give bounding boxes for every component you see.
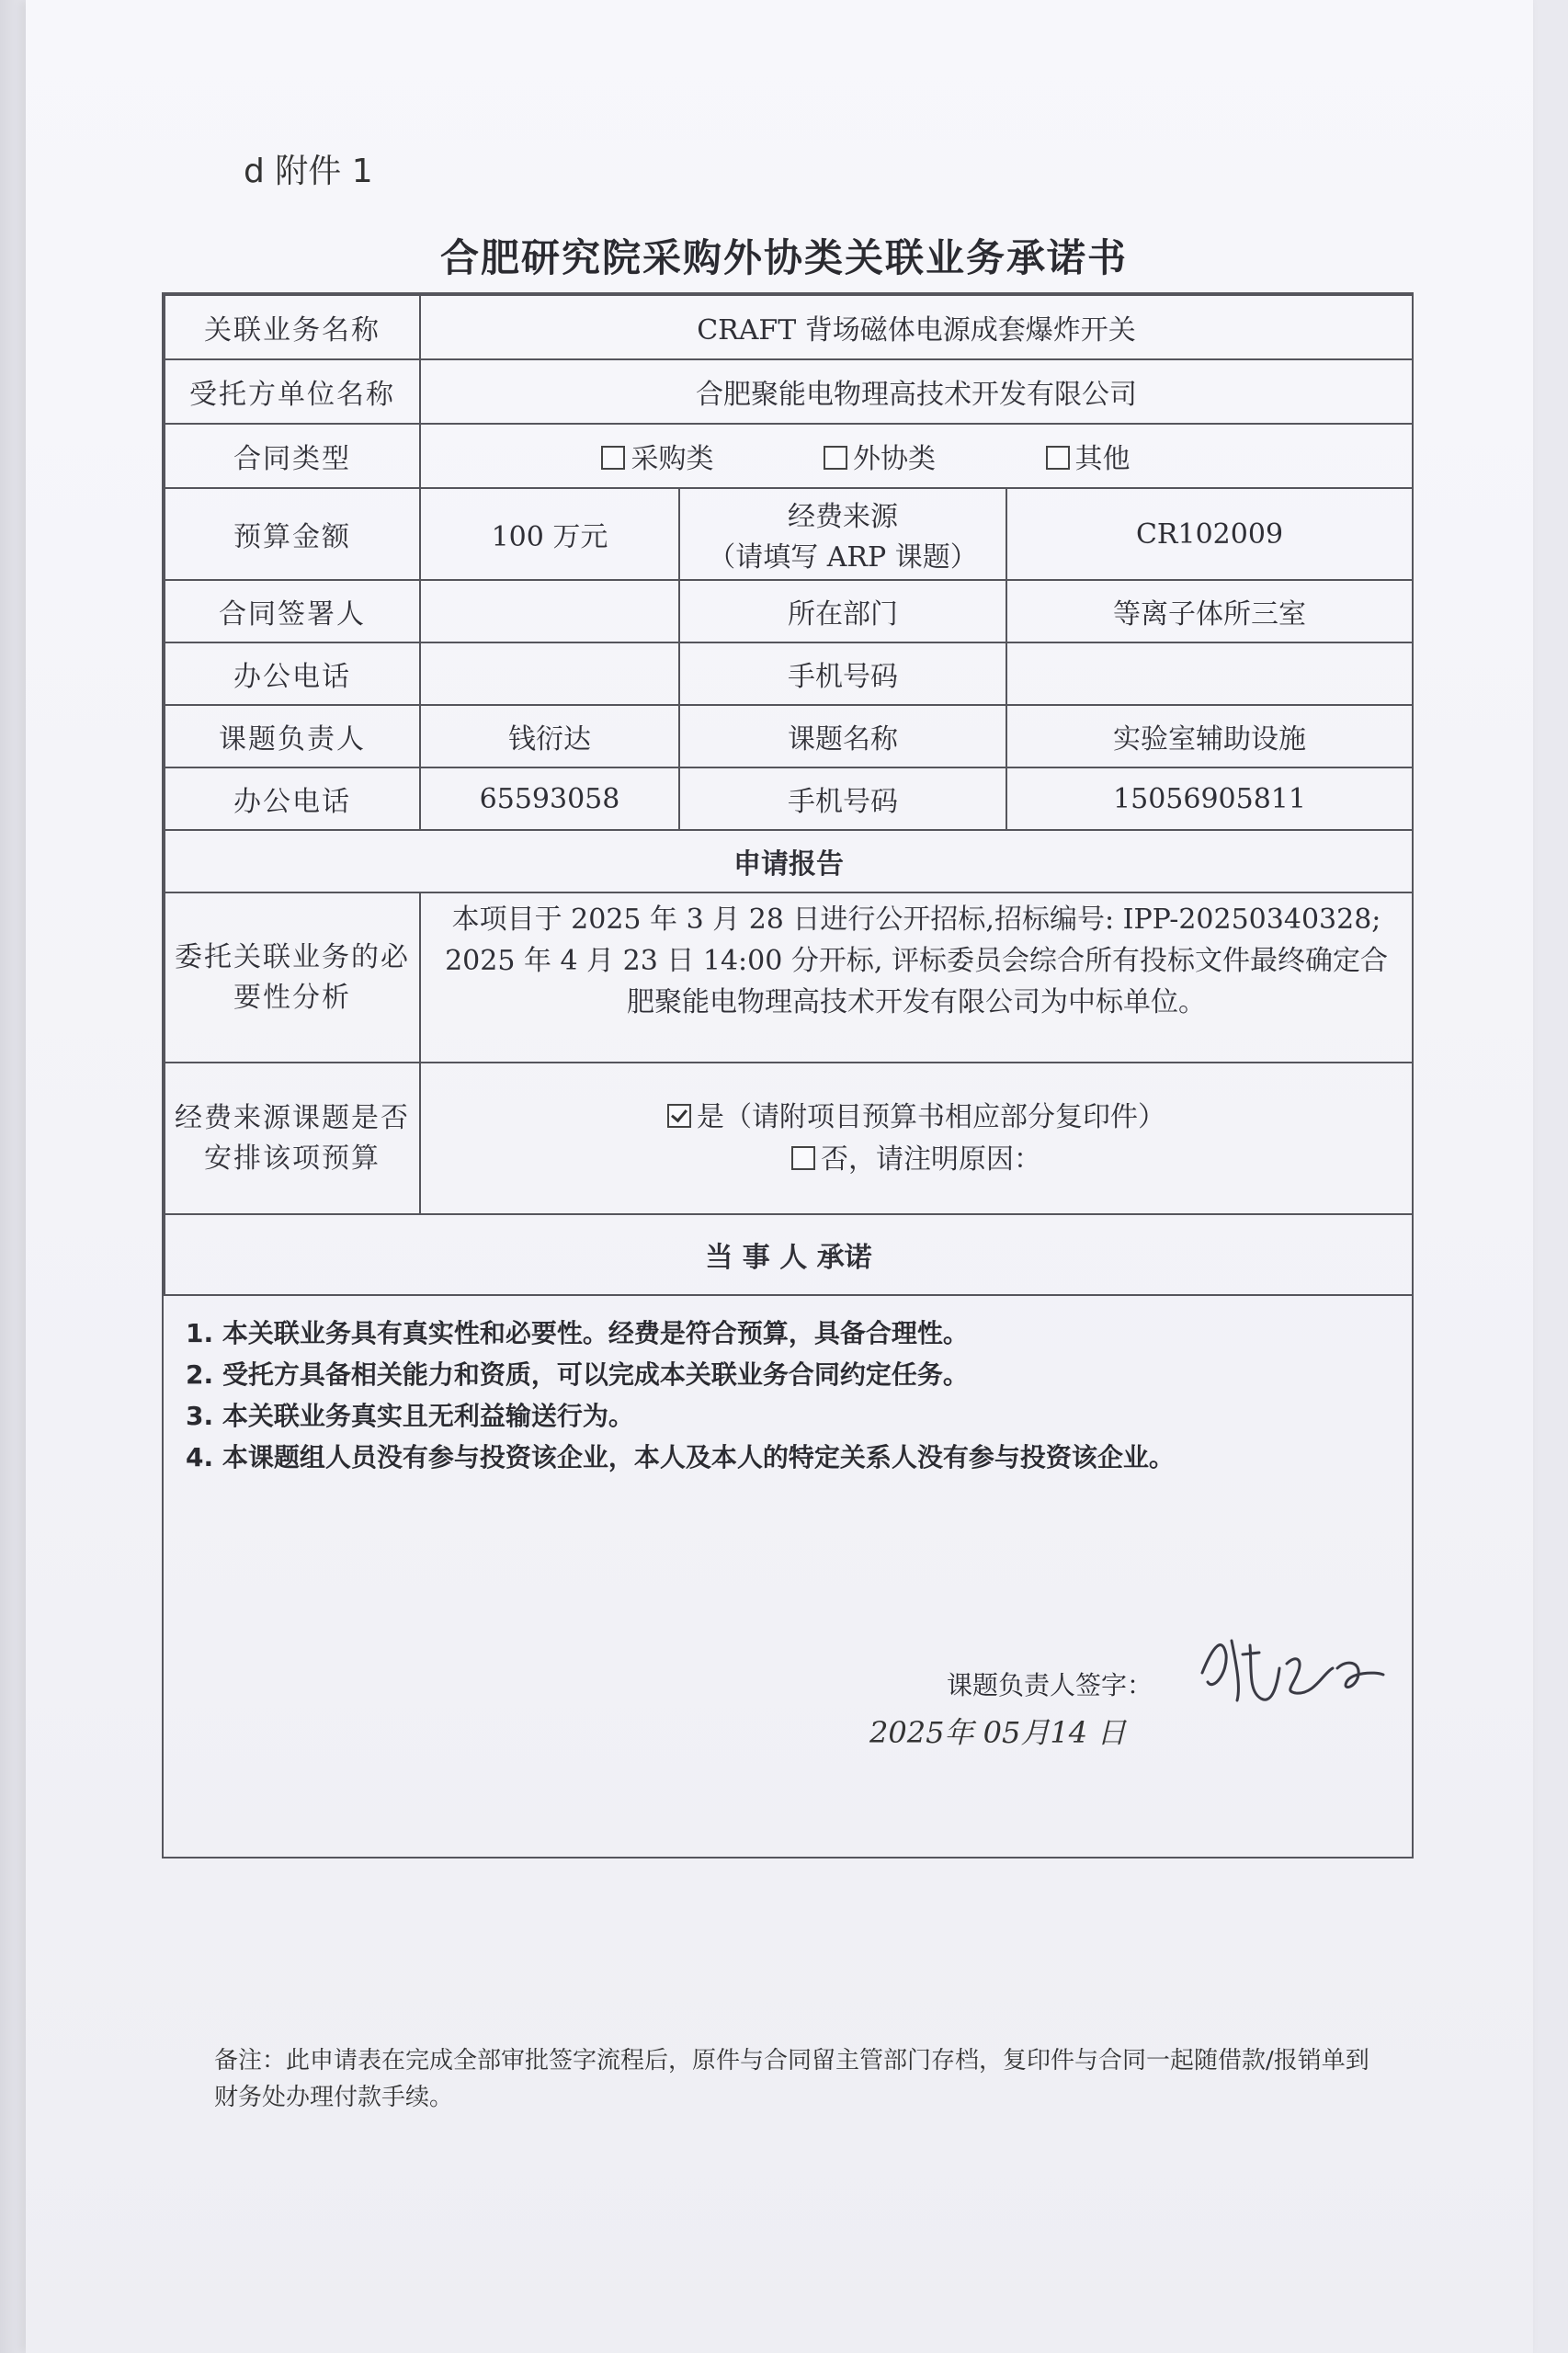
contract-signer-value [420, 580, 679, 642]
row-commitment-header [165, 1214, 1413, 1295]
entrusted-party-value: 合肥聚能电物理高技术开发有限公司 [420, 359, 1413, 424]
adjacent-page-edge [0, 0, 26, 2353]
business-name-value: CRAFT 背场磁体电源成套爆炸开关 [420, 295, 1413, 359]
row-budget [165, 488, 1413, 580]
commitment-item: 3. 本关联业务真实且无利益输送行为。 [186, 1401, 634, 1431]
mobile-value [1006, 642, 1413, 705]
funding-source-label [679, 488, 1006, 580]
budget-arranged-no[interactable]: 否，请注明原因： [428, 1139, 1404, 1181]
department-label: 所在部门 [679, 580, 1006, 642]
budget-arranged-label: 经费来源课题是否安排该项预算 [165, 1063, 420, 1214]
department-value: 等离子体所三室 [1006, 580, 1413, 642]
checkbox-icon[interactable] [824, 446, 847, 470]
contract-type-option-other[interactable]: 其他 [1046, 436, 1131, 476]
project-leader-value: 钱衍达 [420, 705, 679, 767]
commitment-item: 2. 受托方具备相关能力和资质，可以完成本关联业务合同约定任务。 [186, 1359, 969, 1390]
row-necessity [165, 892, 1413, 1063]
commitment-form-table [164, 294, 1414, 1296]
contract-type-label: 合同类型 [165, 424, 420, 488]
row-office-phone-1 [165, 642, 1413, 705]
contract-type-option-outsourcing[interactable]: 外协类 [824, 436, 936, 476]
mobile-value-2: 15056905811 [1006, 767, 1413, 830]
row-budget-arranged [165, 1063, 1413, 1214]
funding-source-title: 经费来源 [788, 501, 898, 533]
application-section-title: 申请报告 [165, 830, 1413, 892]
necessity-cell [420, 892, 1413, 1063]
funding-source-hint: （请填写 ARP 课题） [708, 541, 978, 574]
contract-type-option-purchase[interactable]: 采购类 [601, 436, 713, 476]
row-project-leader [165, 705, 1413, 767]
row-application-header [165, 830, 1413, 892]
budget-arranged-yes[interactable]: 是（请附项目预算书相应部分复印件） [428, 1097, 1404, 1139]
project-name-value: 实验室辅助设施 [1006, 705, 1413, 767]
contract-type-options [420, 424, 1413, 488]
office-phone-value [420, 642, 679, 705]
mobile-label: 手机号码 [679, 642, 1006, 705]
checkbox-icon[interactable] [791, 1146, 815, 1170]
office-phone-label: 办公电话 [165, 642, 420, 705]
footnote: 备注：此申请表在完成全部审批签字流程后，原件与合同留主管部门存档，复印件与合同一起随借款/报销单到财务处办理付款手续。 [214, 2047, 1369, 2111]
mobile-label-2: 手机号码 [679, 767, 1006, 830]
row-entrusted-party [165, 359, 1413, 424]
commitment-item: 4. 本课题组人员没有参与投资该企业，本人及本人的特定关系人没有参与投资该企业。 [186, 1442, 1175, 1472]
document-title: 合肥研究院采购外协类关联业务承诺书 [439, 235, 1128, 280]
row-business-name [165, 295, 1413, 359]
budget-value: 100 万元 [420, 488, 679, 580]
office-phone-value-2: 65593058 [420, 767, 679, 830]
project-leader-label: 课题负责人 [165, 705, 420, 767]
handwritten-signature-icon [1195, 1618, 1388, 1719]
budget-arranged-options [420, 1063, 1413, 1214]
attachment-label: d 附件 1 [244, 153, 373, 190]
row-contract-signer [165, 580, 1413, 642]
row-contract-type [165, 424, 1413, 488]
signature-date: 2025年 05月14 日 [869, 1715, 1127, 1750]
funding-source-value: CR102009 [1006, 488, 1413, 580]
checkbox-icon[interactable] [1046, 446, 1070, 470]
entrusted-party-label: 受托方单位名称 [165, 359, 420, 424]
commitment-item: 1. 本关联业务具有真实性和必要性。经费是符合预算，具备合理性。 [186, 1318, 969, 1348]
office-phone-label-2: 办公电话 [165, 767, 420, 830]
commitment-section-title: 当 事 人 承诺 [165, 1214, 1413, 1295]
budget-label: 预算金额 [165, 488, 420, 580]
checkbox-checked-icon[interactable] [667, 1104, 691, 1128]
necessity-label: 委托关联业务的必要性分析 [165, 892, 420, 1063]
business-name-label: 关联业务名称 [165, 295, 420, 359]
checkbox-icon[interactable] [601, 446, 625, 470]
project-name-label: 课题名称 [679, 705, 1006, 767]
row-office-phone-2 [165, 767, 1413, 830]
commitment-items [186, 1313, 1175, 1478]
necessity-text: 本项目于 2025 年 3 月 28 日进行公开招标,招标编号: IPP-20250340328; 2025 年 4 月 23 日 14:00 分开标, 评标委员会综合所有投标文件最终确定合肥聚能电物理高技术开发有限公司为中标单位。 [445, 904, 1388, 1018]
signature-label: 课题负责人签字： [947, 1670, 1153, 1700]
contract-signer-label: 合同签署人 [165, 580, 420, 642]
